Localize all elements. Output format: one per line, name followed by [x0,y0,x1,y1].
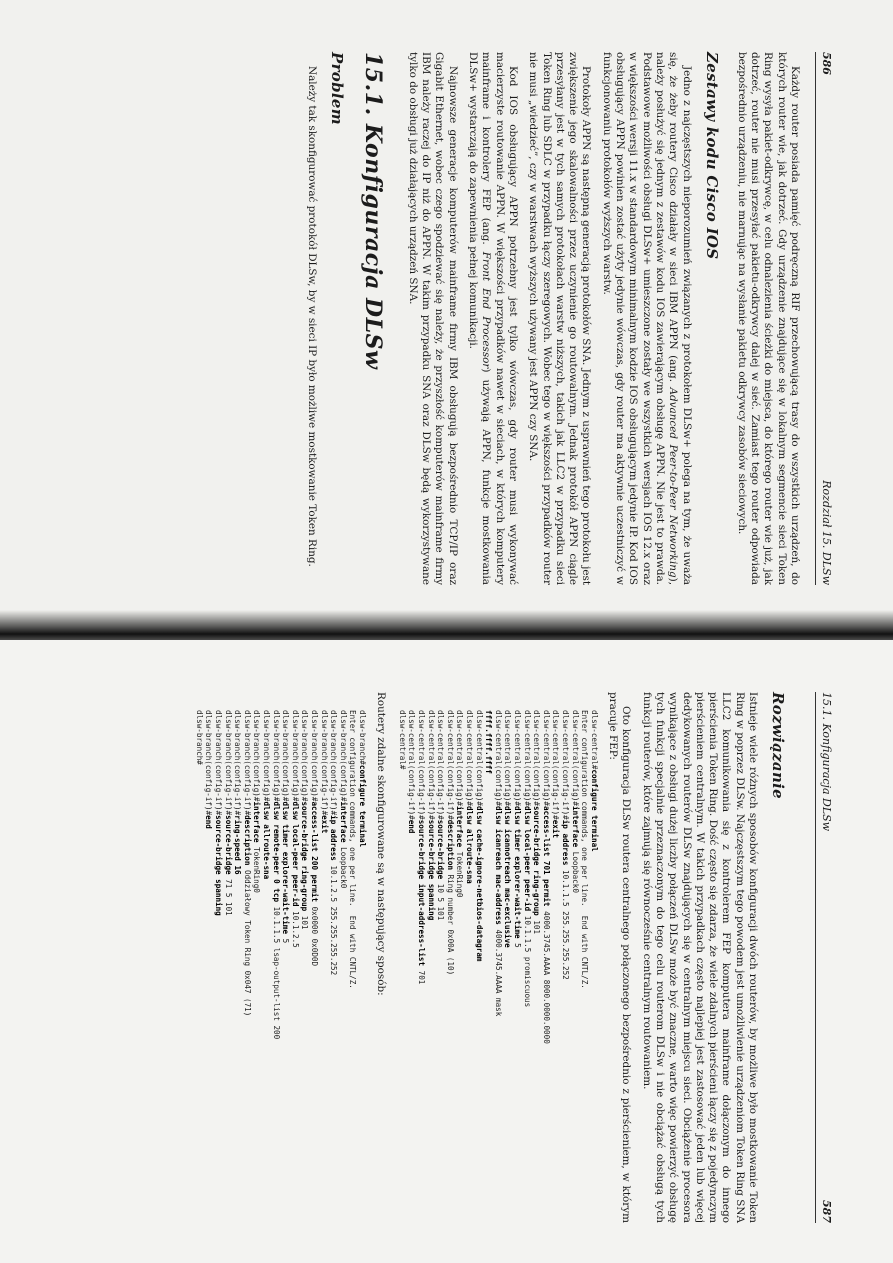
code-branch-command: description [242,815,252,866]
code-central-command: source-bridge ring-group [532,806,542,916]
code-branch-command: dlsw local-peer peer-id [290,801,300,907]
code-branch-prompt: dlsw-branch# [194,710,204,765]
code-branch-line [243,710,252,1016]
code-central-line [398,710,407,769]
code-central-prompt: dlsw-central(config-if)# [551,710,561,820]
code-branch-line [310,710,319,966]
code-branch-command: dlsw timer explorer-wait-time [281,801,291,935]
code-branch-prompt: dlsw-branch(config)# [271,710,281,802]
code-branch-line [329,710,338,975]
code-branch-prompt: dlsw-branch(config)# [262,710,272,802]
code-branch-line [320,710,329,833]
code-branch-command: source-bridge spanning [214,815,224,916]
code-branch-prompt: dlsw-branch(config-if)# [204,710,214,816]
code-central-line [494,710,503,1016]
zestawy-p1-text-a: Jedno z najczęstszych nieporozumień związanych z protokołem DLSw+ polega na tym, że uważa się, że żeby routery Cisco działały w sieci IBM APPN (ang. [667,52,693,585]
running-head-left [815,52,833,585]
code-branch-prompt: dlsw-branch(config)# [310,710,319,802]
code-central-prompt: dlsw-central(config-if)# [445,710,455,820]
code-branch-line [214,710,223,916]
code-central-argument: 701 [417,966,427,985]
code-branch-argument: 0x0000 0x0D0D [310,902,319,967]
code-branch-command: source-bridge [223,815,233,875]
code-branch-line [348,710,357,989]
solution-paragraph-1: Istnieje wiele różnych sposobów konfiguracji dwóch routerów, by możliwe było mostkowanie Token Ring w poprzez DLSw. Najczęstszym tego powodem jest umożliwienie urządzeniom Token Ring SNA LLC2 komunikowania się z kontrolerem FEP komputera mainframe dołączonym do innego pierścienia Token Ring. Dość często się zdarza, że wiele zdalnych pierścieni łączy się z pojedynczym pierścieniem centralnym. W takich przypadkach często najlepiej jest zastosować jeden lub więcej dedykowanych routerów DLSw znajdujących się w centralnym miejscu sieci. Obciążenie procesora wynikające z obsługi dużej liczby połączeń DLSw może być znaczne, warto więc powierzyć obsługę tych funkcji specjalnie przeznaczonym do tego celu routerom DLSw i nie obciążać obsługą tych funkcji routerów, które zajmują się równocześnie centralnym routowaniem. [640,692,759,1223]
code-branch-command: access-list 200 permit [310,801,319,903]
code-branch-line [204,710,213,829]
code-central-prompt: dlsw-central(config)# [512,710,522,807]
code-branch-prompt: dlsw-branch(config-if)# [242,710,252,816]
code-central-argument: 101 [532,915,542,935]
code-central-prompt: dlsw-central(config)# [570,710,580,807]
code-central-command: dlsw timer explorer-wait-time [512,806,522,939]
code-branch-prompt: dlsw-branch(config)# [281,710,291,802]
code-branch-argument: Loopback0 [338,842,348,889]
solution-paragraph-3: Routery zdalne skonfigurowane są w następujący sposób: [375,692,388,996]
code-branch-prompt: dlsw-branch(config-if)# [233,710,243,816]
code-branch-command: interface [252,801,262,843]
right-page-body [184,692,801,1223]
code-central-prompt: dlsw-central(config)# [455,710,465,807]
code-central-line [513,710,522,948]
code-branch-argument: 71 5 101 [223,874,233,916]
zestawy-p3-text-b: ) używają APPN, funkcje mostkowania DLSw+ wystarczają do zapewnienia pełnej komunikacji. [467,52,493,586]
code-branch-line [281,710,290,943]
code-branch-argument: 101 [300,911,310,930]
running-title-left: Rozdział 15. DLSw [820,480,833,585]
code-branch-prompt: dlsw-branch(config-if)# [319,710,329,816]
code-branch-prompt: dlsw-branch(config)# [338,710,348,802]
code-central-line [561,710,570,980]
code-central-line [542,710,551,1044]
code-central-prompt: dlsw-central(config-if)# [560,710,570,820]
intro-paragraph: Każdy router posiada pamięć podręczną RIF przechowującą trasy do wszystkich urządzeń, do których router wie, jak dotrzeć. Gdy urządzenie znajdujące się w lokalnym segmencie sieci Token Ring wysyła pakiet-odkrywcę, w celu odnalezienia ścieżki do miejsca, do którego router wie już, jak dotrzeć, router nie musi przesyłać pakietu-odkrywcy dalej w sieć. Zamiast tego router odpowiada bezpośrednio urządzeniu, nie marnując na wysłanie pakietu odkrywcy zasobów sieciowych. [735,52,801,585]
code-central-line [407,710,416,833]
code-branch-argument: Oddziałowy Token Ring 0x047 (71) [242,865,252,1017]
running-title-right: 15.1. Konfiguracja DLSw [820,692,833,832]
left-page-body [297,52,801,585]
code-central-command: interface [570,806,580,848]
right-page [0,640,893,1263]
code-branch-line [195,710,204,765]
code-central-prompt: dlsw-central# [397,710,407,770]
code-branch-line [262,710,271,879]
code-central-line [503,710,512,948]
code-branch-prompt: dlsw-branch(config)# [290,710,300,802]
code-branch-command: ring-speed 16 [233,815,243,875]
code-central-argument: Ring number 0x00A (10) [445,870,455,976]
code-central-line [446,710,455,975]
running-head-right [815,692,833,1223]
zestawy-paragraph-2: Protokoły APPN są następną generacją protokołów SNA. Jednym z usprawnień tego protokołu jest zwiększenie jego skalowalności przez uczynienie go routowalnym. Jednak protokół APPN ciągle przesyłany jest w tych samych protokołach warstw niższych, takich jak LLC2 w przypadku sieci Token Ring lub SDLC w przypadku łączy szeregowych. Wobec tego w większości przypadków router nie musi „wiedzieć”, czy w warstwach wyższych używany jest APPN czy SNA. [527,52,593,585]
code-central-command: source-bridge [436,819,446,880]
code-branch-line [224,710,233,916]
code-central-prompt: dlsw-central(config-if)# [426,710,436,820]
code-central-command: dlsw icannotreach mac-exclusive [503,806,513,948]
code-branch-prompt: dlsw-branch(config)# [252,710,262,802]
code-central-line [532,710,541,934]
zestawy-paragraph-1 [599,52,692,585]
code-branch-command: configure terminal [357,764,367,848]
code-branch-line [233,710,242,875]
code-listing-branch [194,710,367,1223]
code-branch-command: dlsw allroute-sna [262,801,272,880]
code-central-prompt: dlsw-central(config-if)# [436,710,446,820]
page-number-right: 587 [820,1200,833,1223]
code-central-argument: 5 [512,938,522,948]
code-central-argument: 4000.3745.AAAA 8000.0000.0000 [541,906,551,1044]
code-central-argument: Loopback0 [570,847,580,893]
code-central-command: dlsw icanreach mac-address [493,806,503,925]
code-central-command: description [445,819,455,871]
zestawy-p3-emphasis: Front End Processor [480,251,493,369]
code-central-argument: TokenRing0 [455,847,465,898]
code-central-command: source-bridge spanning [426,819,436,921]
code-central-line [590,710,599,852]
problem-heading: Problem [327,52,346,125]
code-branch-line [291,710,300,948]
zestawy-p1-emphasis: Advanced Peer-to-Peer Networking [667,387,680,578]
code-branch-argument: 5 [281,934,291,944]
code-branch-prompt: Enter configuration commands, one per line. End with CNTL/Z. [348,710,358,989]
solution-heading: Rozwiązanie [769,692,787,800]
code-central-line [484,710,493,774]
code-branch-prompt: dlsw-branch(config-if)# [329,710,339,816]
code-branch-command: exit [319,815,329,834]
zestawy-paragraph-3 [466,52,519,585]
problem-text: Należy tak skonfigurować protokół DLSw, by w sieci IP było możliwe mostkowanie Token Ring. [305,66,318,567]
left-page [0,0,893,625]
code-central-prompt: dlsw-central(config)# [474,710,484,807]
code-branch-prompt: dlsw-branch(config-if)# [214,710,224,816]
code-central-command: ffff.ffff.ffff [484,710,494,775]
code-central-command: dlsw cache-ignore-netbios-datagram [474,806,484,962]
code-central-prompt: dlsw-central(config-if)# [417,710,427,820]
zestawy-p3-text-a: Kod IOS obsługujący APPN potrzebny jest tylko wówczas, gdy router musi wykonywać macierzyste routowanie APPN. W większości przypadków nawet w sieciach, w których komputery mainframe i kontrolery FEP (ang. [480,52,519,585]
chapter-heading: 15.1. Konfiguracja DLSw [359,52,386,370]
code-branch-line [339,710,348,888]
code-branch-command: source-bridge ring-group [300,801,310,912]
code-central-line [465,710,474,884]
code-central-command: dlsw local-peer peer-id [522,806,532,912]
code-central-line [417,710,426,984]
code-branch-command: dlsw remote-peer 0 tcp [271,801,281,903]
code-central-argument: 10 5 101 [436,879,446,921]
code-central-argument: 4000.3745.AAAA mask [493,924,503,1017]
code-central-command: interface [455,806,465,848]
solution-paragraph-2: Oto konfiguracja DLSw routera centralnego połączonego bezpośrednio z pierścieniem, w którym pracuje FEP: [607,692,633,1223]
code-central-line [436,710,445,920]
code-central-command: source-bridge input-address-list [417,819,427,967]
code-central-command: end [407,819,417,834]
code-central-prompt: Enter configuration commands, one per line. End with CNTL/Z. [580,710,590,989]
code-central-prompt: dlsw-central(config)# [522,710,532,807]
code-central-command: dlsw allroute-sna [465,806,475,884]
code-branch-prompt: dlsw-branch(config-if)# [223,710,233,816]
code-central-line [475,710,484,961]
code-central-command: exit [551,819,561,839]
zestawy-p1-text-b: ), należy posłużyć się jednym z zestawów kodu IOS zawierającym obsługę APPN. Nie jest to prawda. Podstawowe możliwości obsługi DLSw+ umieszczone zostały we wszystkich wersjach IOS 12.x oraz w większości wersji 11.x w standardowym minimalnym kodzie IOS obsługującym jedynie IP. Kod IOS obsługujący APPN powinien zostać użyty jedynie wówczas, gdy router ma aktywnie uczestniczyć w funkcjonowaniu protokołów wyższych warstw. [600,52,680,585]
section-heading-zestawy: Zestawy kodu Cisco IOS [702,52,721,260]
code-branch-line [272,710,281,1039]
code-central-command: access-list 701 permit [541,806,551,907]
code-listing-central [397,710,598,1223]
page-number-left: 586 [820,52,833,75]
zestawy-paragraph-4: Najnowsze generacje komputerów mainframe firmy IBM obsługują bezpośrednio TCP/IP oraz Gigabit Ethernet, wobec czego spodziewać się należy, że przyszłość komputerów mainframe firmy IBM należy raczej do IP niż do APPN. W takim przypadku SNA oraz DLSw będą wykorzystywane tylko do obsługi już działających urządzeń SNA. [406,52,459,585]
code-branch-line [252,710,261,893]
code-branch-argument: 10.1.2.5 255.255.255.252 [329,860,339,976]
code-central-prompt: dlsw-central(config)# [465,710,475,807]
code-branch-prompt: dlsw-branch(config)# [300,710,310,802]
code-central-prompt: dlsw-central(config)# [493,710,503,807]
code-branch-command: interface [338,801,348,843]
code-branch-prompt: dlsw-branch# [357,710,367,765]
code-central-line [455,710,464,897]
code-central-prompt: dlsw-central(config)# [503,710,513,807]
code-central-command: configure terminal [589,769,599,852]
code-branch-argument: 10.1.1.5 lsap-output-list 200 [271,902,281,1040]
code-central-line [580,710,589,989]
code-central-line [551,710,560,838]
code-branch-command: ip address [329,815,339,861]
code-central-prompt: dlsw-central(config)# [541,710,551,807]
code-branch-command: end [204,815,214,829]
code-central-argument: 10.1.1.5 255.255.255.252 [560,865,570,980]
code-branch-line [300,710,309,929]
code-central-line [523,710,532,1007]
code-central-prompt: dlsw-central# [589,710,599,770]
code-branch-argument: TokenRing0 [252,842,262,893]
code-central-argument: 10.1.1.5 promiscuous [522,911,532,1008]
code-central-prompt: dlsw-central(config-if)# [407,710,417,820]
code-branch-argument: 10.1.2.5 [290,906,300,948]
code-central-command: ip address [560,819,570,866]
code-central-prompt: dlsw-central(config)# [532,710,542,807]
code-branch-line [358,710,367,847]
code-central-line [427,710,436,920]
code-central-line [571,710,580,893]
